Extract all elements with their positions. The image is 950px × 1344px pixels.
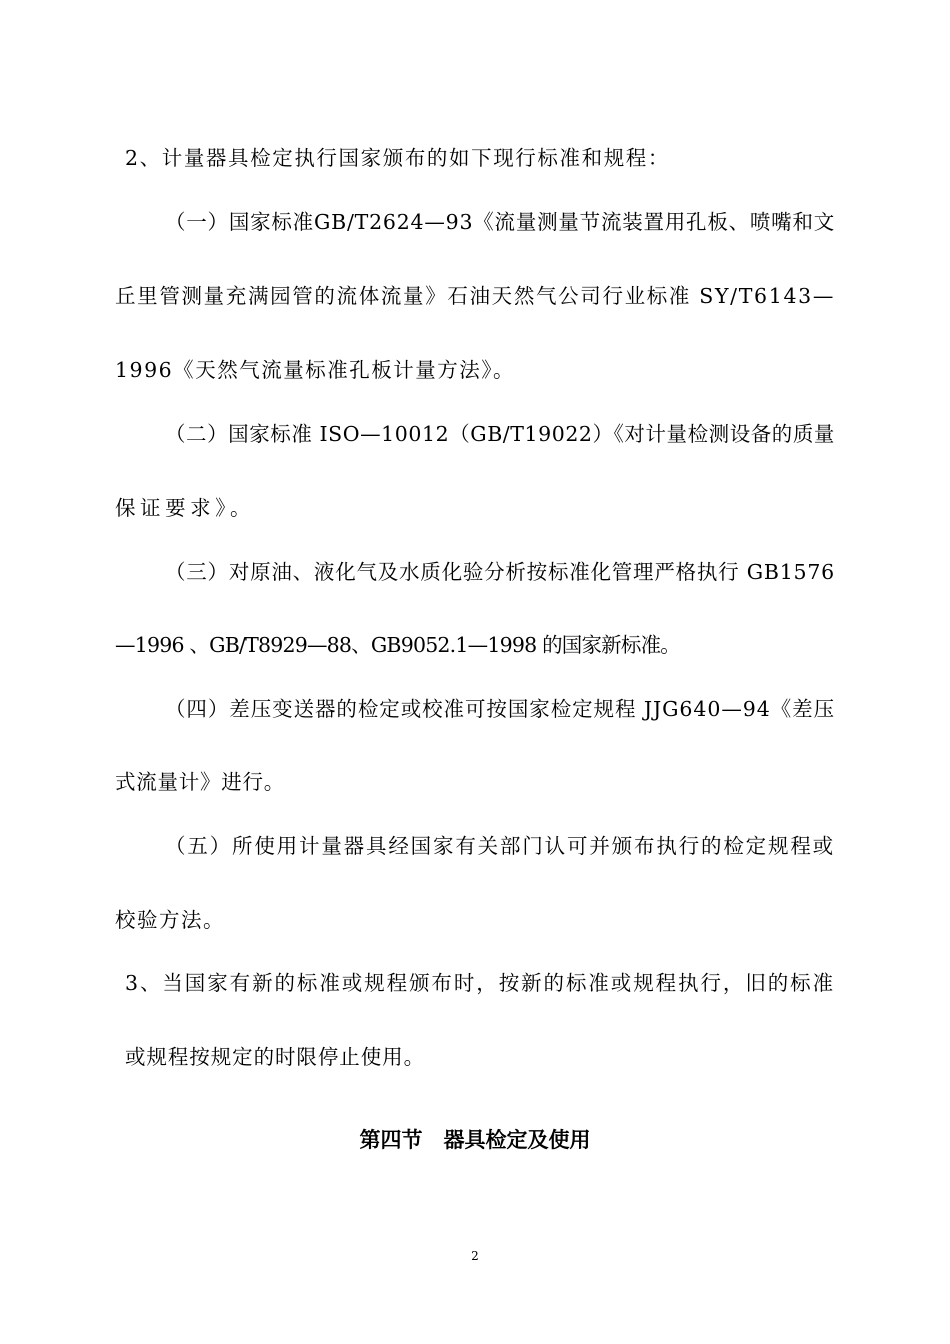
- paragraph-line: 式流量计》进行。: [115, 770, 285, 794]
- paragraph-line: 2、计量器具检定执行国家颁布的如下现行标准和规程：: [125, 146, 670, 170]
- paragraph-line: 或规程按规定的时限停止使用。: [125, 1045, 425, 1069]
- paragraph-line: 保证要求》。: [115, 496, 255, 520]
- paragraph-line: 丘里管测量充满园管的流体流量》石油天然气公司行业标准 SY/T6143—: [115, 284, 835, 308]
- section-title: 第四节 器具检定及使用: [359, 1128, 591, 1152]
- paragraph-line: 校验方法。: [115, 908, 225, 932]
- paragraph-line: 3、当国家有新的标准或规程颁布时，按新的标准或规程执行，旧的标准: [125, 971, 835, 995]
- paragraph-line: （二）国家标准 ISO—10012（GB/T19022）《对计量检测设备的质量: [165, 422, 835, 446]
- paragraph-line: —1996 、GB/T8929—88、GB9052.1—1998 的国家新标准。: [115, 633, 680, 657]
- paragraph-line: （四）差压变送器的检定或校准可按国家检定规程 JJG640—94《差压: [165, 697, 835, 721]
- page-number: 2: [471, 1249, 479, 1263]
- paragraph-line: 1996《天然气流量标准孔板计量方法》。: [115, 358, 515, 382]
- paragraph-line: （五）所使用计量器具经国家有关部门认可并颁布执行的检定规程或: [165, 834, 835, 858]
- paragraph-line: （一）国家标准GB/T2624—93《流量测量节流装置用孔板、喷嘴和文: [165, 210, 835, 234]
- paragraph-line: （三）对原油、液化气及水质化验分析按标准化管理严格执行 GB1576: [165, 560, 835, 584]
